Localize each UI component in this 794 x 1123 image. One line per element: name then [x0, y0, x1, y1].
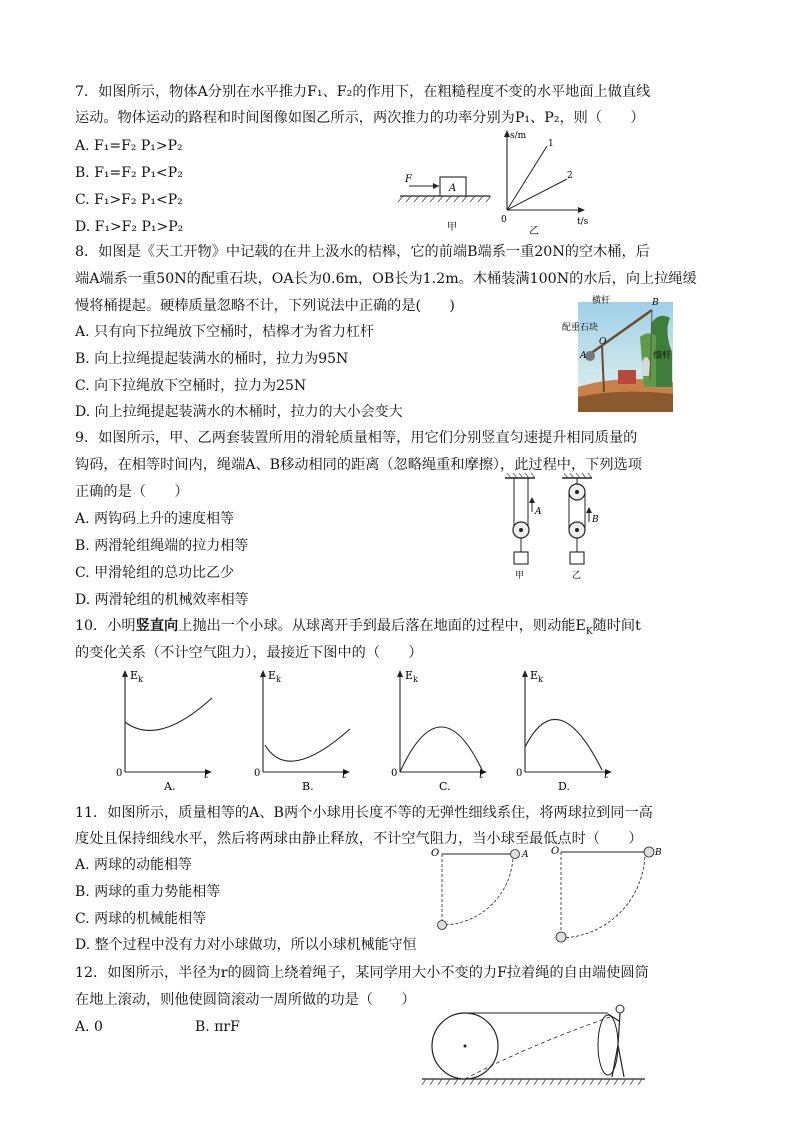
- q7-option-b: B. F₁=F₂ P₁<P₂: [75, 165, 183, 181]
- q10-c-caption: C.: [439, 780, 451, 793]
- q7-x-axis-label: t/s: [577, 217, 589, 227]
- q7-figure-yi: [495, 126, 600, 238]
- q11-option-a: A. 两球的动能相等: [75, 857, 193, 873]
- q10-b-origin: 0: [254, 768, 261, 779]
- q10-graph-c: [383, 662, 495, 794]
- q10-text-a: 10．小明: [75, 618, 136, 634]
- q8-label-o: O: [599, 337, 607, 347]
- q7-y-axis-label: s/m: [510, 131, 527, 141]
- q12-stem-line2: 在地上滚动，则他使圆筒滚动一周所做的功是（ ）: [75, 992, 416, 1008]
- q8-stem-line3: 慢将桶提起。硬棒质量忽略不计，下列说法中正确的是( ): [75, 298, 455, 314]
- q9-pulley-figure: [490, 470, 605, 585]
- q11-option-b: B. 两球的重力势能相等: [75, 884, 221, 900]
- q10-stem-line1: [75, 616, 641, 642]
- q7-figure-jia: [395, 168, 505, 236]
- q9-caption-jia: 甲: [515, 571, 525, 581]
- q7-line1-label: 1: [548, 139, 554, 149]
- q11-left-ball-a: A: [522, 850, 529, 860]
- q7-caption-jia: 甲: [447, 222, 457, 233]
- q7-block-label: A: [449, 183, 457, 194]
- q7-option-d: D. F₁>F₂ P₁>P₂: [75, 219, 184, 235]
- q10-c-y-label: $E_k$: [405, 669, 418, 684]
- q8-option-d: D. 向上拉绳提起装满水的木桶时，拉力的大小会变大: [75, 404, 403, 420]
- q11-right-ball-b: B: [655, 848, 662, 858]
- q8-option-c: C. 向下拉绳放下空桶时，拉力为25N: [75, 378, 307, 394]
- q10-text-sub: K: [585, 626, 593, 637]
- q11-left-o: O: [431, 848, 440, 859]
- q9-stem-line2: 钩码，在相等时间内，绳端A、B移动相同的距离（忽略绳重和摩擦），此过程中，下列选项: [75, 457, 642, 473]
- q10-d-x-label: t: [604, 768, 609, 781]
- q7-stem-line2: 运动。物体运动的路程和时间图像如图乙所示，两次推力的功率分别为P₁、P₂，则（ ）: [75, 110, 645, 126]
- q9-option-a: A. 两钩码上升的速度相等: [75, 511, 235, 527]
- q12-stem-line1: 12．如图所示，半径为r的圆筒上绕着绳子，某同学用大小不变的力F拉着绳的自由端使圆筒: [75, 965, 649, 981]
- q8-stem-line2: 端A端系一重50N的配重石块，OA长为0.6m，OB长为1.2m。木桶装满100N的水后，向上拉绳缓: [75, 271, 697, 287]
- q9-option-b: B. 两滑轮组绳端的拉力相等: [75, 538, 249, 554]
- q8-label-b: B: [652, 298, 659, 308]
- q10-b-x-label: t: [342, 768, 347, 781]
- q8-label-stone: 配重石块: [562, 323, 599, 333]
- q10-c-origin: 0: [391, 768, 398, 779]
- q8-label-hengan: 横杆: [592, 296, 611, 306]
- q8-stem-line1: 8．如图是《天工开物》中记载的在井上汲水的桔槔，它的前端B端系一重20N的空木桶，后: [75, 244, 650, 260]
- q7-origin-label: 0: [501, 215, 507, 225]
- q12-rolling-cylinder-figure: [420, 1005, 650, 1090]
- q9-stem-line1: 9．如图所示，甲、乙两套装置所用的滑轮质量相等，用它们分别竖直匀速提升相同质量的: [75, 430, 638, 446]
- q8-well-sweep-illustration: [560, 292, 675, 414]
- q8-option-a: A. 只有向下拉绳放下空桶时，桔槔才为省力杠杆: [75, 324, 375, 340]
- q11-right-o: O: [551, 846, 560, 857]
- q9-label-a: A: [535, 507, 542, 517]
- q11-figure-left: [428, 840, 543, 940]
- q10-b-y-label: $E_k$: [268, 669, 281, 684]
- q7-option-c: C. F₁>F₂ P₁<P₂: [75, 192, 183, 208]
- q9-label-b: B: [592, 515, 599, 525]
- q10-text-c: 随时间t: [592, 618, 641, 634]
- q8-label-a: A: [580, 351, 587, 361]
- q11-option-c: C. 两球的机械能相等: [75, 911, 207, 927]
- q11-figure-right: [553, 840, 668, 950]
- q10-stem-line2: 的变化关系（不计空气阻力），最接近下图中的（ ）: [75, 645, 423, 661]
- q10-a-caption: A.: [164, 780, 176, 793]
- q10-c-x-label: t: [479, 768, 484, 781]
- q10-graph-a: [108, 662, 220, 794]
- q11-option-d: D. 整个过程中没有力对小球做功，所以小球机械能守恒: [75, 937, 417, 953]
- q7-force-label: F: [405, 174, 412, 185]
- q10-a-x-label: t: [204, 768, 209, 781]
- q8-option-b: B. 向上拉绳提起装满水的桶时，拉力为95N: [75, 351, 349, 367]
- q7-caption-yi: 乙: [529, 226, 539, 237]
- q12-option-a: A. 0: [75, 1019, 103, 1035]
- q10-text-b: 上抛出一个小球。从球离开手到最后落在地面的过程中，则动能E: [178, 618, 586, 634]
- q10-text-bold: 竖直向: [135, 618, 179, 634]
- q7-stem-line1: 7．如图所示，物体A分别在水平推力F₁、F₂的作用下，在粗糙程度不变的水平地面上做直线: [75, 84, 651, 100]
- q10-graph-d: [508, 662, 620, 794]
- q8-label-xigan: 细杆: [653, 351, 672, 361]
- q10-b-caption: B.: [302, 780, 314, 793]
- q10-d-y-label: $E_k$: [530, 669, 543, 684]
- q11-stem-line1: 11．如图所示，质量相等的A、B两个小球用长度不等的无弹性细线系住，将两球拉到同一高: [75, 805, 653, 821]
- q9-option-d: D. 两滑轮组的机械效率相等: [75, 592, 249, 608]
- q7-line2-label: 2: [567, 171, 573, 181]
- q10-a-y-label: $E_k$: [130, 669, 143, 684]
- q11-stem-line2: 度处且保持细线水平，然后将两球由静止释放，不计空气阻力，当小球至最低点时（ ）: [75, 831, 643, 847]
- q12-option-b: B. πrF: [195, 1019, 240, 1035]
- q10-d-origin: 0: [516, 768, 523, 779]
- q10-graph-b: [246, 662, 358, 794]
- q10-a-origin: 0: [116, 768, 123, 779]
- q9-stem-line3: 正确的是（ ）: [75, 484, 189, 500]
- q7-option-a: A. F₁=F₂ P₁>P₂: [75, 138, 183, 154]
- q9-caption-yi: 乙: [572, 571, 582, 581]
- q10-d-caption: D.: [558, 780, 570, 793]
- q9-option-c: C. 甲滑轮组的总功比乙少: [75, 565, 235, 581]
